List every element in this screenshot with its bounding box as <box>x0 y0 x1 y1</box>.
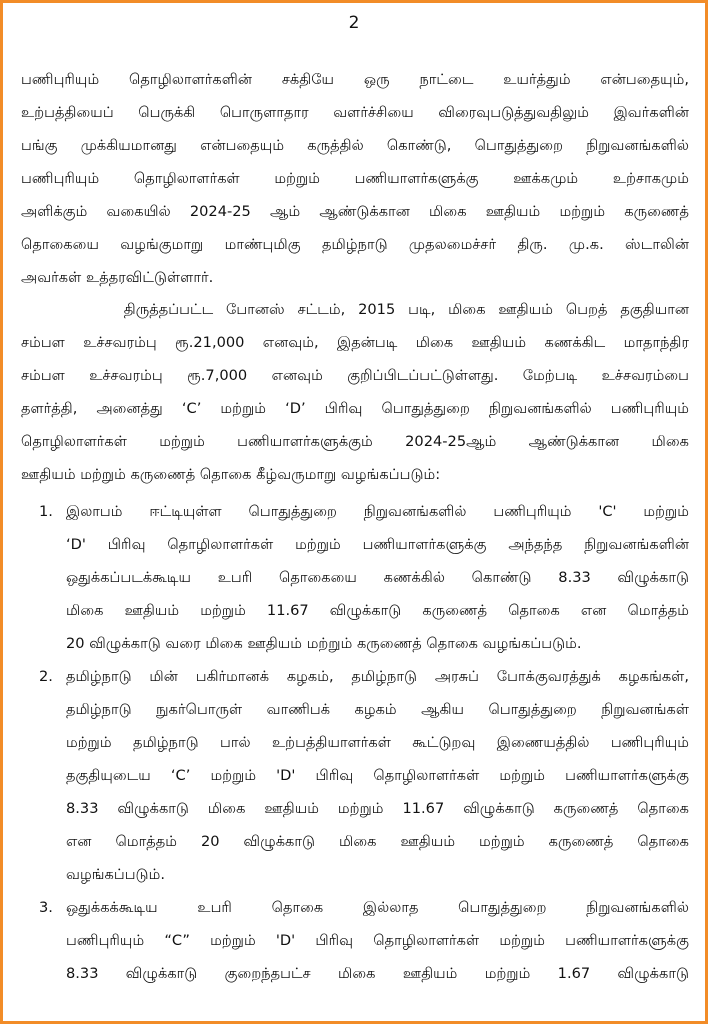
list-item <box>21 891 689 990</box>
list-item-number: 1. <box>39 503 53 520</box>
list-item-line: தமிழ்நாடு நுகர்பொருள் வாணிபக் கழகம் ஆகிய பொதுத்துறை நிறுவனங்கள் <box>66 701 689 718</box>
list-item-line: தமிழ்நாடு மின் பகிர்மானக் கழகம், தமிழ்நாடு அரசுப் போக்குவரத்துக் கழகங்கள், <box>66 668 689 685</box>
paragraph-line: தொகையை வழங்குமாறு மாண்புமிகு தமிழ்நாடு முதலமைச்சர் திரு. மு.க. ஸ்டாலின் <box>21 236 689 253</box>
paragraph-line: பங்கு முக்கியமானது என்பதையும் கருத்தில் கொண்டு, பொதுத்துறை நிறுவனங்களில் <box>21 137 689 154</box>
paragraph-2 <box>21 293 689 491</box>
paragraph-line: தளர்த்தி, அனைத்து ‘C’ மற்றும் ‘D’ பிரிவு பொதுத்துறை நிறுவனங்களில் பணிபுரியும் <box>21 400 689 417</box>
list-item-line: இலாபம் ஈட்டியுள்ள பொதுத்துறை நிறுவனங்களில் பணிபுரியும் 'C' மற்றும் <box>66 503 689 520</box>
list-item-line: 20 விழுக்காடு வரை மிகை ஊதியம் மற்றும் கருணைத் தொகை வழங்கப்படும். <box>66 635 582 652</box>
paragraph-line: அவர்கள் உத்தரவிட்டுள்ளார். <box>21 269 214 286</box>
list-item <box>21 660 689 891</box>
list-item-line: என மொத்தம் 20 விழுக்காடு மிகை ஊதியம் மற்றும் கருணைத் தொகை <box>66 833 689 850</box>
list-item-line: 8.33 விழுக்காடு குறைந்தபட்ச மிகை ஊதியம் மற்றும் 1.67 விழுக்காடு <box>66 965 689 982</box>
list-item-line: தகுதியுடைய ‘C’ மற்றும் 'D' பிரிவு தொழிலாளர்கள் மற்றும் பணியாளர்களுக்கு <box>66 767 689 784</box>
paragraph-line: பணிபுரியும் தொழிலாளர்கள் மற்றும் பணியாளர்களுக்கு ஊக்கமும் உற்சாகமும் <box>21 170 689 187</box>
list-item-line: 8.33 விழுக்காடு மிகை ஊதியம் மற்றும் 11.67 விழுக்காடு கருணைத் தொகை <box>66 800 689 817</box>
numbered-list <box>21 495 689 990</box>
list-item-number: 2. <box>39 668 53 685</box>
paragraph-line: பணிபுரியும் தொழிலாளர்களின் சக்தியே ஒரு நாட்டை உயர்த்தும் என்பதையும், <box>21 71 689 88</box>
paragraph-line: தொழிலாளர்கள் மற்றும் பணியாளர்களுக்கும் 2024-25ஆம் ஆண்டுக்கான மிகை <box>21 433 689 450</box>
paragraph-1 <box>21 63 689 294</box>
list-item-line: ஒதுக்கப்படக்கூடிய உபரி தொகையை கணக்கில் கொண்டு 8.33 விழுக்காடு <box>66 569 689 586</box>
list-item-line: ஒதுக்கக்கூடிய உபரி தொகை இல்லாத பொதுத்துறை நிறுவனங்களில் <box>66 899 689 916</box>
list-item-line: மிகை ஊதியம் மற்றும் 11.67 விழுக்காடு கருணைத் தொகை என மொத்தம் <box>66 602 689 619</box>
paragraph-line: உற்பத்தியைப் பெருக்கி பொருளாதார வளர்ச்சியை விரைவுபடுத்துவதிலும் இவர்களின் <box>21 104 689 121</box>
page-number: 2 <box>348 13 360 33</box>
paragraph-line: அளிக்கும் வகையில் 2024-25 ஆம் ஆண்டுக்கான மிகை ஊதியம் மற்றும் கருணைத் <box>21 203 689 220</box>
paragraph-line: திருத்தப்பட்ட போனஸ் சட்டம், 2015 படி, மிகை ஊதியம் பெறத் தகுதியான <box>21 301 689 318</box>
paragraph-line: ஊதியம் மற்றும் கருணைத் தொகை கீழ்வருமாறு வழங்கப்படும்: <box>21 466 441 483</box>
list-item-line: மற்றும் தமிழ்நாடு பால் உற்பத்தியாளர்கள் கூட்டுறவு இணையத்தில் பணிபுரியும் <box>66 734 689 751</box>
paragraph-line: சம்பள உச்சவரம்பு ரூ.21,000 எனவும், இதன்படி மிகை ஊதியம் கணக்கிட மாதாந்திர <box>21 334 689 351</box>
list-item <box>21 495 689 660</box>
list-item-line: வழங்கப்படும். <box>66 866 165 883</box>
list-item-line: ‘D' பிரிவு தொழிலாளர்கள் மற்றும் பணியாளர்களுக்கு அந்தந்த நிறுவனங்களின் <box>66 536 689 553</box>
paragraph-line: சம்பள உச்சவரம்பு ரூ.7,000 எனவும் குறிப்பிடப்பட்டுள்ளது. மேற்படி உச்சவரம்பை <box>21 367 689 384</box>
list-item-line: பணிபுரியும் “C” மற்றும் 'D' பிரிவு தொழிலாளர்கள் மற்றும் பணியாளர்களுக்கு <box>66 932 689 949</box>
list-item-number: 3. <box>39 899 53 916</box>
